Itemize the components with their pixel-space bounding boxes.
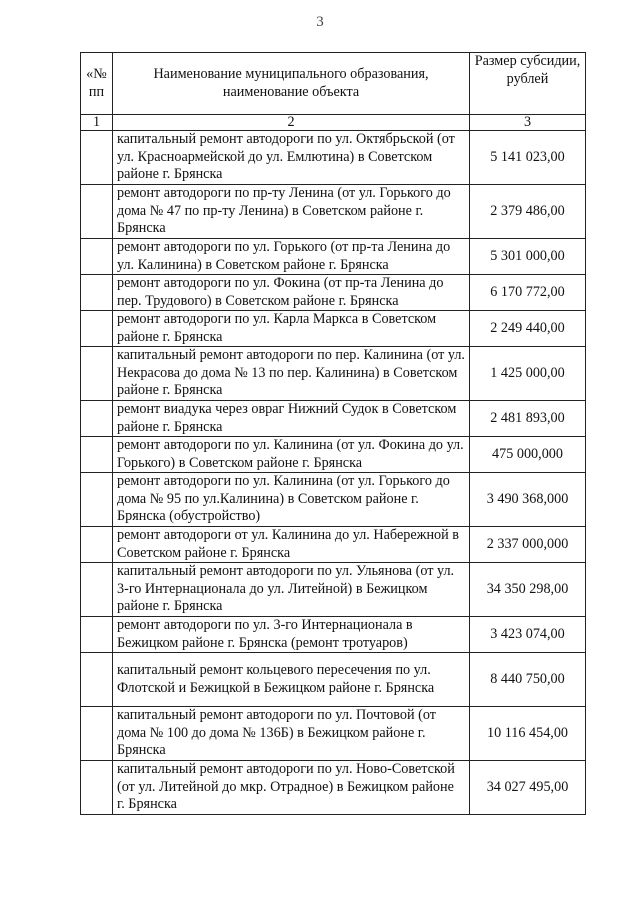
row-index-cell [81,185,113,239]
page-number: 3 [316,14,324,30]
subsidy-amount: 2 249 440,00 [470,311,586,347]
object-name: ремонт виадука через овраг Нижний Судок в Советском районе г. Брянска [113,401,470,437]
row-index-cell [81,239,113,275]
object-name: капитальный ремонт автодороги по ул. Ульянова (от ул. 3-го Интернационала до ул. Литейной) в Бежицком районе г. Брянска [113,563,470,617]
subsidy-amount: 1 425 000,00 [470,347,586,401]
table-row [81,707,586,761]
object-name: ремонт автодороги по ул. Горького (от пр-та Ленина до ул. Калинина) в Советском районе г. Брянска [113,239,470,275]
subsidy-amount: 8 440 750,00 [470,653,586,707]
table-row [81,653,586,707]
subsidy-table [80,52,586,815]
subsidy-amount: 5 301 000,00 [470,239,586,275]
object-name: ремонт автодороги по ул. 3-го Интернационала в Бежицком районе г. Брянска (ремонт тротуаров) [113,617,470,653]
table-row [81,563,586,617]
object-name: капитальный ремонт автодороги по ул. Октябрьской (от ул. Красноармейской до ул. Емлютина) в Советском районе г. Брянска [113,131,470,185]
subsidy-amount: 3 490 368,000 [470,473,586,527]
object-name: ремонт автодороги по ул. Фокина (от пр-та Ленина до пер. Трудового) в Советском районе г. Брянска [113,275,470,311]
row-index-cell [81,347,113,401]
subsidy-amount: 3 423 074,00 [470,617,586,653]
subsidy-amount: 5 141 023,00 [470,131,586,185]
object-name: капитальный ремонт кольцевого пересечения по ул. Флотской и Бежицкой в Бежицком районе г. Брянска [113,653,470,707]
row-index-cell [81,761,113,815]
subsidy-amount: 10 116 454,00 [470,707,586,761]
row-index-cell [81,707,113,761]
object-name: капитальный ремонт автодороги по ул. Почтовой (от дома № 100 до дома № 136Б) в Бежицком районе г. Брянска [113,707,470,761]
object-name: ремонт автодороги по ул. Карла Маркса в Советском районе г. Брянска [113,311,470,347]
header-amount: Размер субсидии, рублей [470,53,586,115]
table-row [81,527,586,563]
row-index-cell [81,401,113,437]
header-num: «№ пп [81,53,113,115]
table-row [81,239,586,275]
row-index-cell [81,311,113,347]
subsidy-amount: 6 170 772,00 [470,275,586,311]
table-row [81,311,586,347]
header-name: Наименование муниципального образования, наименование объекта [113,53,470,115]
row-index-cell [81,275,113,311]
object-name: ремонт автодороги по ул. Калинина (от ул. Горького до дома № 95 по ул.Калинина) в Советском районе г. Брянска (обустройство) [113,473,470,527]
object-name: ремонт автодороги по ул. Калинина (от ул. Фокина до ул. Горького) в Советском районе г. Брянска [113,437,470,473]
subsidy-amount: 34 027 495,00 [470,761,586,815]
column-number: 1 [81,115,113,131]
row-index-cell [81,617,113,653]
row-index-cell [81,653,113,707]
column-numbers-row [81,115,586,131]
subsidy-amount: 34 350 298,00 [470,563,586,617]
table-row [81,401,586,437]
column-number: 2 [113,115,470,131]
object-name: капитальный ремонт автодороги по пер. Калинина (от ул. Некрасова до дома № 13 по пер. Калинина) в Советском районе г. Брянска [113,347,470,401]
row-index-cell [81,131,113,185]
subsidy-amount: 475 000,000 [470,437,586,473]
table-row [81,761,586,815]
table-row [81,275,586,311]
table-row [81,617,586,653]
object-name: ремонт автодороги по пр-ту Ленина (от ул. Горького до дома № 47 по пр-ту Ленина) в Советском районе г. Брянска [113,185,470,239]
table-row [81,347,586,401]
column-number: 3 [470,115,586,131]
object-name: капитальный ремонт автодороги по ул. Ново-Советской (от ул. Литейной до мкр. Отрадное) в Бежицком районе г. Брянска [113,761,470,815]
row-index-cell [81,563,113,617]
table-row [81,131,586,185]
subsidy-amount: 2 481 893,00 [470,401,586,437]
table-header-row [81,53,586,115]
row-index-cell [81,473,113,527]
table-row [81,437,586,473]
row-index-cell [81,527,113,563]
object-name: ремонт автодороги от ул. Калинина до ул. Набережной в Советском районе г. Брянска [113,527,470,563]
table-row [81,185,586,239]
subsidy-amount: 2 337 000,000 [470,527,586,563]
subsidy-amount: 2 379 486,00 [470,185,586,239]
table-row [81,473,586,527]
row-index-cell [81,437,113,473]
